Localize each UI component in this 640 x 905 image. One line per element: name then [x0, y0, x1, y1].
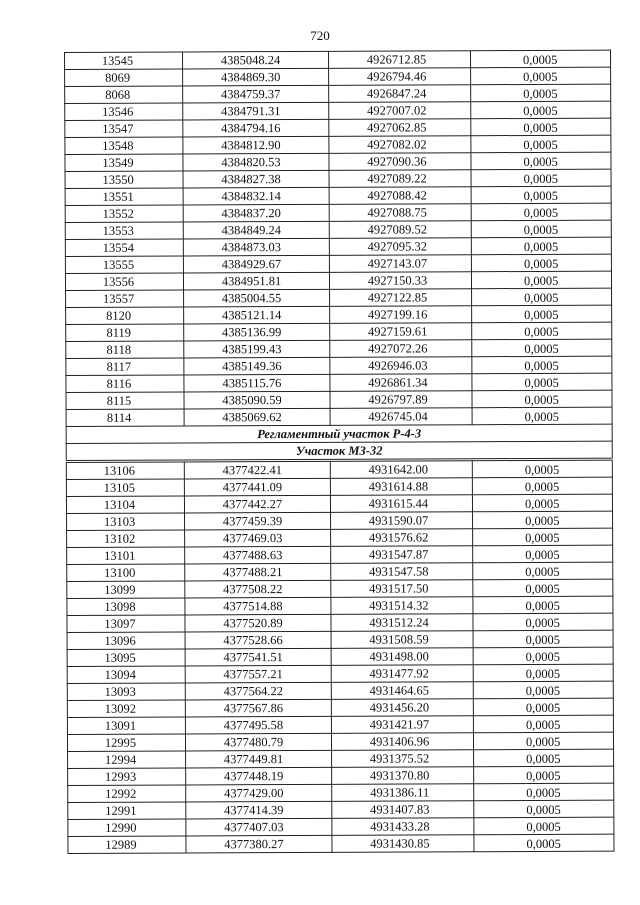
table-row — [65, 101, 611, 120]
point-number: 13104 — [66, 496, 184, 514]
x-coordinate: 4377480.79 — [185, 733, 331, 751]
x-coordinate: 4377449.81 — [186, 750, 332, 768]
x-coordinate: 4377469.03 — [185, 529, 331, 547]
y-coordinate: 4931421.97 — [331, 716, 473, 734]
point-number: 8119 — [66, 324, 184, 342]
y-coordinate: 4927122.85 — [330, 289, 472, 307]
x-coordinate: 4384759.37 — [183, 85, 329, 103]
table-row — [66, 356, 612, 375]
coordinates-table — [64, 50, 614, 854]
x-coordinate: 4384837.20 — [183, 204, 329, 222]
accuracy-value: 0,0005 — [471, 203, 611, 221]
table-row — [65, 169, 611, 188]
point-number: 8116 — [66, 375, 184, 393]
y-coordinate: 4927088.42 — [329, 187, 471, 205]
table-row — [65, 203, 611, 222]
point-number: 12995 — [67, 734, 185, 752]
y-coordinate: 4931477.92 — [331, 665, 473, 683]
point-number: 13095 — [67, 649, 185, 667]
x-coordinate: 4384951.81 — [183, 272, 329, 290]
x-coordinate: 4377380.27 — [186, 835, 332, 853]
x-coordinate: 4377429.00 — [186, 784, 332, 802]
section-header: Регламентный участок Р-4-3 — [66, 424, 612, 443]
point-number: 13096 — [67, 632, 185, 650]
y-coordinate: 4931406.96 — [331, 733, 473, 751]
y-coordinate: 4927150.33 — [329, 272, 471, 290]
x-coordinate: 4377495.58 — [185, 716, 331, 734]
y-coordinate: 4931464.65 — [331, 682, 473, 700]
accuracy-value: 0,0005 — [474, 783, 614, 801]
accuracy-value: 0,0005 — [473, 647, 613, 665]
y-coordinate: 4931508.59 — [331, 631, 473, 649]
y-coordinate: 4931547.87 — [331, 546, 473, 564]
accuracy-value: 0,0005 — [471, 67, 611, 85]
y-coordinate: 4927143.07 — [329, 255, 471, 273]
y-coordinate: 4926712.85 — [328, 51, 470, 69]
table-row — [67, 528, 613, 547]
accuracy-value: 0,0005 — [472, 494, 612, 512]
accuracy-value: 0,0005 — [471, 118, 611, 136]
point-number: 8068 — [65, 86, 183, 104]
accuracy-value: 0,0005 — [473, 732, 613, 750]
table-row — [66, 390, 612, 409]
x-coordinate: 4384812.90 — [183, 136, 329, 154]
table-row — [67, 715, 613, 734]
y-coordinate: 4927082.02 — [329, 136, 471, 154]
x-coordinate: 4385149.36 — [184, 357, 330, 375]
accuracy-value: 0,0005 — [472, 477, 612, 495]
accuracy-value: 0,0005 — [471, 220, 611, 238]
point-number: 13549 — [65, 154, 183, 172]
x-coordinate: 4385199.43 — [184, 340, 330, 358]
point-number: 13103 — [67, 513, 185, 531]
point-number: 12994 — [68, 751, 186, 769]
y-coordinate: 4931517.50 — [331, 580, 473, 598]
accuracy-value: 0,0005 — [471, 152, 611, 170]
y-coordinate: 4926797.89 — [330, 391, 472, 409]
accuracy-value: 0,0005 — [474, 749, 614, 767]
x-coordinate: 4377442.27 — [184, 495, 330, 513]
point-number: 8069 — [65, 69, 183, 87]
point-number: 12992 — [68, 785, 186, 803]
accuracy-value: 0,0005 — [471, 254, 611, 272]
point-number: 13097 — [67, 615, 185, 633]
accuracy-value: 0,0005 — [472, 373, 612, 391]
table-row — [66, 288, 612, 307]
y-coordinate: 4931642.00 — [330, 460, 472, 479]
y-coordinate: 4931456.20 — [331, 699, 473, 717]
x-coordinate: 4377448.19 — [186, 767, 332, 785]
table-row — [65, 118, 611, 137]
table-row — [66, 322, 612, 341]
accuracy-value: 0,0005 — [472, 407, 612, 425]
point-number: 13105 — [66, 479, 184, 497]
coordinates-table-wrapper — [64, 50, 613, 854]
point-number: 13550 — [65, 171, 183, 189]
x-coordinate: 4384794.16 — [183, 119, 329, 137]
y-coordinate: 4927089.52 — [329, 221, 471, 239]
y-coordinate: 4931433.28 — [332, 818, 474, 836]
accuracy-value: 0,0005 — [471, 84, 611, 102]
y-coordinate: 4931576.62 — [331, 529, 473, 547]
point-number: 8114 — [66, 409, 184, 427]
table-row — [67, 511, 613, 530]
accuracy-value: 0,0005 — [473, 596, 613, 614]
accuracy-value: 0,0005 — [473, 715, 613, 733]
x-coordinate: 4377407.03 — [186, 818, 332, 836]
x-coordinate: 4384849.24 — [183, 221, 329, 239]
table-row — [65, 220, 611, 239]
table-row — [67, 613, 613, 632]
y-coordinate: 4927007.02 — [329, 102, 471, 120]
y-coordinate: 4931547.58 — [331, 563, 473, 581]
point-number: 13092 — [67, 700, 185, 718]
y-coordinate: 4931614.88 — [330, 478, 472, 496]
y-coordinate: 4931498.00 — [331, 648, 473, 666]
table-row — [68, 800, 614, 819]
point-number: 13091 — [67, 717, 185, 735]
accuracy-value: 0,0005 — [471, 101, 611, 119]
table-row — [67, 664, 613, 683]
point-number: 12991 — [68, 802, 186, 820]
point-number: 12989 — [68, 836, 186, 854]
table-row — [66, 339, 612, 358]
table-row — [67, 732, 613, 751]
accuracy-value: 0,0005 — [473, 698, 613, 716]
x-coordinate: 4385048.24 — [183, 51, 329, 69]
table-row — [67, 681, 613, 700]
accuracy-value: 0,0005 — [472, 288, 612, 306]
point-number: 13093 — [67, 683, 185, 701]
accuracy-value: 0,0005 — [474, 817, 614, 835]
y-coordinate: 4927095.32 — [329, 238, 471, 256]
accuracy-value: 0,0005 — [473, 562, 613, 580]
accuracy-value: 0,0005 — [473, 528, 613, 546]
table-row — [66, 494, 612, 513]
x-coordinate: 4385004.55 — [184, 289, 330, 307]
y-coordinate: 4927088.75 — [329, 204, 471, 222]
accuracy-value: 0,0005 — [471, 237, 611, 255]
point-number: 13101 — [67, 547, 185, 565]
point-number: 13102 — [67, 530, 185, 548]
y-coordinate: 4927199.16 — [330, 306, 472, 324]
accuracy-value: 0,0005 — [472, 322, 612, 340]
page-number: 720 — [310, 28, 330, 43]
point-number: 13552 — [65, 205, 183, 223]
y-coordinate: 4931590.07 — [331, 512, 473, 530]
x-coordinate: 4377488.63 — [185, 546, 331, 564]
accuracy-value: 0,0005 — [473, 681, 613, 699]
accuracy-value: 0,0005 — [473, 511, 613, 529]
point-number: 12993 — [68, 768, 186, 786]
accuracy-value: 0,0005 — [474, 800, 614, 818]
table-row — [68, 766, 614, 785]
table-row — [68, 749, 614, 768]
x-coordinate: 4384929.67 — [183, 255, 329, 273]
table-row — [67, 596, 613, 615]
point-number: 13555 — [65, 256, 183, 274]
y-coordinate: 4926861.34 — [330, 374, 472, 392]
table-row — [67, 562, 613, 581]
accuracy-value: 0,0005 — [471, 186, 611, 204]
y-coordinate: 4931386.11 — [332, 784, 474, 802]
x-coordinate: 4377508.22 — [185, 580, 331, 598]
y-coordinate: 4927062.85 — [329, 119, 471, 137]
x-coordinate: 4377441.09 — [184, 478, 330, 496]
table-row — [65, 237, 611, 256]
table-row — [67, 579, 613, 598]
accuracy-value: 0,0005 — [473, 613, 613, 631]
x-coordinate: 4377422.41 — [184, 460, 330, 479]
point-number: 13099 — [67, 581, 185, 599]
accuracy-value: 0,0005 — [471, 271, 611, 289]
table-row — [67, 545, 613, 564]
x-coordinate: 4377459.39 — [185, 512, 331, 530]
point-number: 13554 — [65, 239, 183, 257]
y-coordinate: 4927072.26 — [330, 340, 472, 358]
table-row — [65, 50, 611, 69]
accuracy-value: 0,0005 — [473, 664, 613, 682]
y-coordinate: 4931407.83 — [332, 801, 474, 819]
y-coordinate: 4931512.24 — [331, 614, 473, 632]
point-number: 8115 — [66, 392, 184, 410]
x-coordinate: 4377414.39 — [186, 801, 332, 819]
x-coordinate: 4377520.89 — [185, 614, 331, 632]
table-row — [65, 254, 611, 273]
table-row — [65, 135, 611, 154]
table-row — [68, 783, 614, 802]
point-number: 13556 — [65, 273, 183, 291]
point-number: 12990 — [68, 819, 186, 837]
y-coordinate: 4931430.85 — [332, 835, 474, 853]
subsection-header-row — [66, 441, 612, 461]
subsection-header: Участок МЗ-32 — [66, 441, 612, 461]
accuracy-value: 0,0005 — [470, 50, 610, 68]
point-number: 13546 — [65, 103, 183, 121]
block-b-rows — [66, 459, 614, 853]
point-number: 8117 — [66, 358, 184, 376]
x-coordinate: 4377541.51 — [185, 648, 331, 666]
table-row — [66, 373, 612, 392]
table-row — [66, 477, 612, 496]
y-coordinate: 4931375.52 — [332, 750, 474, 768]
x-coordinate: 4377564.22 — [185, 682, 331, 700]
y-coordinate: 4927090.36 — [329, 153, 471, 171]
point-number: 13100 — [67, 564, 185, 582]
table-row — [66, 459, 612, 479]
accuracy-value: 0,0005 — [471, 169, 611, 187]
accuracy-value: 0,0005 — [472, 356, 612, 374]
accuracy-value: 0,0005 — [471, 135, 611, 153]
accuracy-value: 0,0005 — [474, 766, 614, 784]
x-coordinate: 4377488.21 — [185, 563, 331, 581]
y-coordinate: 4926745.04 — [330, 408, 472, 426]
accuracy-value: 0,0005 — [473, 545, 613, 563]
y-coordinate: 4926946.03 — [330, 357, 472, 375]
table-row — [66, 305, 612, 324]
section-headers — [66, 424, 612, 461]
block-a-rows — [65, 50, 613, 426]
x-coordinate: 4384832.14 — [183, 187, 329, 205]
table-row — [67, 647, 613, 666]
table-row — [67, 698, 613, 717]
x-coordinate: 4377567.86 — [185, 699, 331, 717]
table-row — [68, 817, 614, 836]
point-number: 13547 — [65, 120, 183, 138]
point-number: 13557 — [66, 290, 184, 308]
x-coordinate: 4377514.88 — [185, 597, 331, 615]
point-number: 13098 — [67, 598, 185, 616]
x-coordinate: 4377557.21 — [185, 665, 331, 683]
accuracy-value: 0,0005 — [472, 459, 612, 478]
table-row — [65, 152, 611, 171]
accuracy-value: 0,0005 — [473, 630, 613, 648]
accuracy-value: 0,0005 — [472, 305, 612, 323]
x-coordinate: 4384791.31 — [183, 102, 329, 120]
x-coordinate: 4377528.66 — [185, 631, 331, 649]
point-number: 13545 — [65, 52, 183, 70]
accuracy-value: 0,0005 — [473, 579, 613, 597]
accuracy-value: 0,0005 — [472, 390, 612, 408]
point-number: 13106 — [66, 461, 184, 480]
y-coordinate: 4927089.22 — [329, 170, 471, 188]
x-coordinate: 4385090.59 — [184, 391, 330, 409]
accuracy-value: 0,0005 — [472, 339, 612, 357]
x-coordinate: 4385136.99 — [184, 323, 330, 341]
point-number: 8118 — [66, 341, 184, 359]
y-coordinate: 4927159.61 — [330, 323, 472, 341]
y-coordinate: 4931514.32 — [331, 597, 473, 615]
x-coordinate: 4384869.30 — [183, 68, 329, 86]
table-row — [68, 834, 614, 853]
table-row — [65, 67, 611, 86]
y-coordinate: 4931370.80 — [332, 767, 474, 785]
x-coordinate: 4385115.76 — [184, 374, 330, 392]
y-coordinate: 4931615.44 — [330, 495, 472, 513]
point-number: 13551 — [65, 188, 183, 206]
point-number: 13094 — [67, 666, 185, 684]
table-row — [66, 407, 612, 426]
x-coordinate: 4385121.14 — [184, 306, 330, 324]
accuracy-value: 0,0005 — [474, 834, 614, 852]
table-row — [65, 84, 611, 103]
point-number: 8120 — [66, 307, 184, 325]
point-number: 13548 — [65, 137, 183, 155]
table-row — [65, 186, 611, 205]
x-coordinate: 4384820.53 — [183, 153, 329, 171]
x-coordinate: 4384873.03 — [183, 238, 329, 256]
table-row — [65, 271, 611, 290]
y-coordinate: 4926847.24 — [329, 85, 471, 103]
point-number: 13553 — [65, 222, 183, 240]
x-coordinate: 4384827.38 — [183, 170, 329, 188]
table-row — [67, 630, 613, 649]
x-coordinate: 4385069.62 — [184, 408, 330, 426]
y-coordinate: 4926794.46 — [329, 68, 471, 86]
